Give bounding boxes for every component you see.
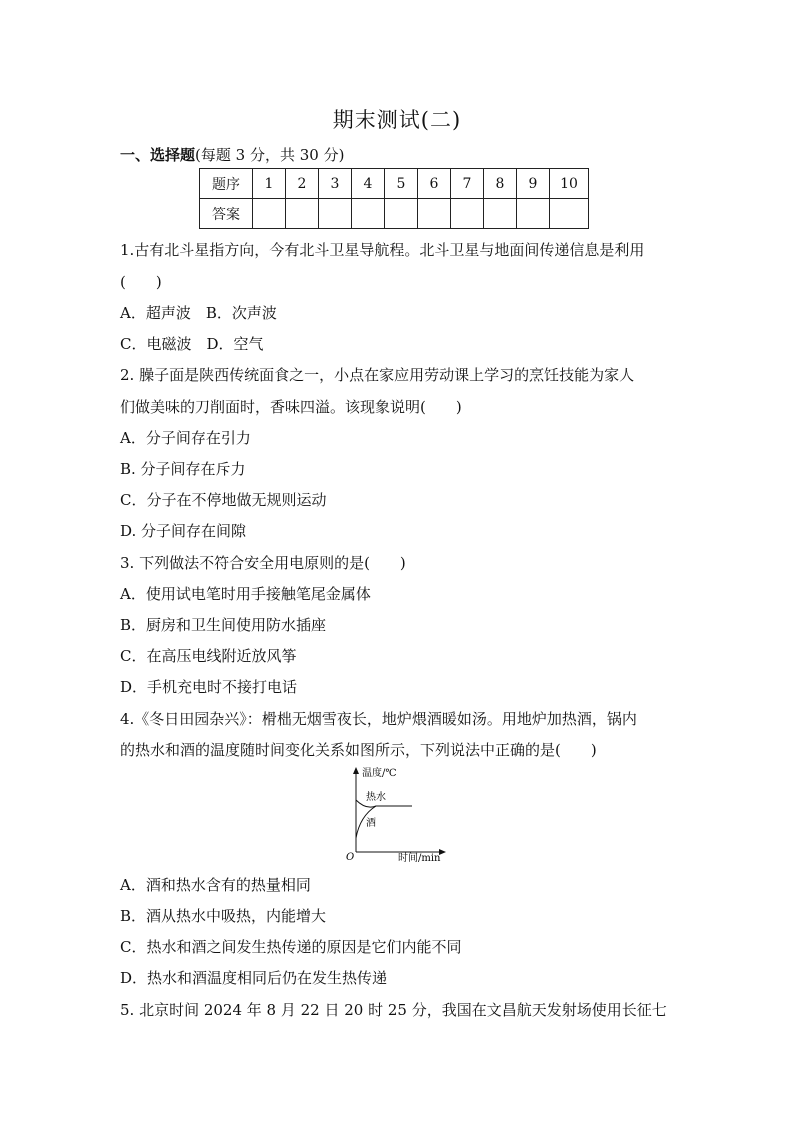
- q4-option-a: A．酒和热水含有的热量相同: [120, 876, 311, 894]
- q3-option-b: B．厨房和卫生间使用防水插座: [120, 616, 327, 634]
- answer-cell[interactable]: [253, 199, 286, 229]
- section-note: (每题 3 分，共 30 分): [195, 146, 345, 164]
- answer-table-number: 5: [385, 169, 418, 199]
- q2-option-a: A．分子间存在引力: [120, 429, 251, 447]
- q4-stem-line2: 的热水和酒的温度随时间变化关系如图所示，下列说法中正确的是( ): [120, 741, 597, 759]
- y-axis-arrow: [353, 767, 359, 774]
- q1-stem: 1.古有北斗星指方向，今有北斗卫星导航程。北斗卫星与地面间传递信息是利用: [120, 241, 645, 259]
- y-axis-label: 温度/℃: [362, 768, 397, 779]
- q2-stem-line2: 们做美味的刀削面时，香味四溢。该现象说明( ): [120, 398, 462, 416]
- answer-cell[interactable]: [484, 199, 517, 229]
- answer-cell[interactable]: [385, 199, 418, 229]
- answer-cell[interactable]: [319, 199, 352, 229]
- answer-cell[interactable]: [517, 199, 550, 229]
- page-title: 期末测试(二): [332, 108, 462, 132]
- origin-label: O: [346, 852, 355, 863]
- section-heading: [120, 144, 344, 165]
- answer-table-number: 4: [352, 169, 385, 199]
- q1-options-ab: A．超声波 B．次声波: [120, 304, 277, 322]
- wine-label: 酒: [366, 818, 376, 829]
- answer-table-number: 1: [253, 169, 286, 199]
- answer-cell[interactable]: [550, 199, 589, 229]
- answer-cell[interactable]: [352, 199, 385, 229]
- answer-table-answer-row: [200, 199, 589, 229]
- answer-table-number: 8: [484, 169, 517, 199]
- answer-table-number: 9: [517, 169, 550, 199]
- temperature-time-graph: [340, 764, 460, 864]
- hot-water-label: 热水: [366, 792, 386, 803]
- answer-table-row-label: 题序: [200, 169, 253, 199]
- answer-cell[interactable]: [286, 199, 319, 229]
- q2-option-c: C．分子在不停地做无规则运动: [120, 491, 327, 509]
- q4-option-b: B．酒从热水中吸热，内能增大: [120, 907, 327, 925]
- q3-stem: 3. 下列做法不符合安全用电原则的是( ): [120, 554, 406, 572]
- x-axis-label: 时间/min: [398, 853, 441, 864]
- answer-table-number: 2: [286, 169, 319, 199]
- answer-table-row-label: 答案: [200, 199, 253, 229]
- answer-table-number: 3: [319, 169, 352, 199]
- q4-figure: [340, 764, 460, 868]
- q1-options-cd: C．电磁波 D．空气: [120, 335, 264, 353]
- q3-option-a: A．使用试电笔时用手接触笔尾金属体: [120, 585, 371, 603]
- q4-option-c: C．热水和酒之间发生热传递的原因是它们内能不同: [120, 938, 462, 956]
- q4-option-d: D．热水和酒温度相同后仍在发生热传递: [120, 969, 388, 987]
- q2-option-b: B. 分子间存在斥力: [120, 460, 246, 478]
- answer-table-number-row: [200, 169, 589, 199]
- answer-table-number: 6: [418, 169, 451, 199]
- section-name: 一、选择题: [120, 146, 196, 164]
- q4-stem-line1: 4.《冬日田园杂兴》：榾柮无烟雪夜长，地炉煨酒暖如汤。用地炉加热酒，锅内: [120, 710, 637, 728]
- answer-table-number: 10: [550, 169, 589, 199]
- answer-table: [199, 168, 589, 229]
- q5-stem-line1: 5. 北京时间 2024 年 8 月 22 日 20 时 25 分，我国在文昌航天发射场使用长征七: [120, 1001, 667, 1019]
- answer-table-number: 7: [451, 169, 484, 199]
- q3-option-c: C．在高压电线附近放风筝: [120, 647, 297, 665]
- q2-option-d: D. 分子间存在间隙: [120, 522, 247, 540]
- answer-cell[interactable]: [451, 199, 484, 229]
- q3-option-d: D．手机充电时不接打电话: [120, 678, 298, 696]
- answer-cell[interactable]: [418, 199, 451, 229]
- q1-blank: ( ): [120, 273, 162, 291]
- q2-stem-line1: 2. 臊子面是陕西传统面食之一，小点在家应用劳动课上学习的烹饪技能为家人: [120, 366, 635, 384]
